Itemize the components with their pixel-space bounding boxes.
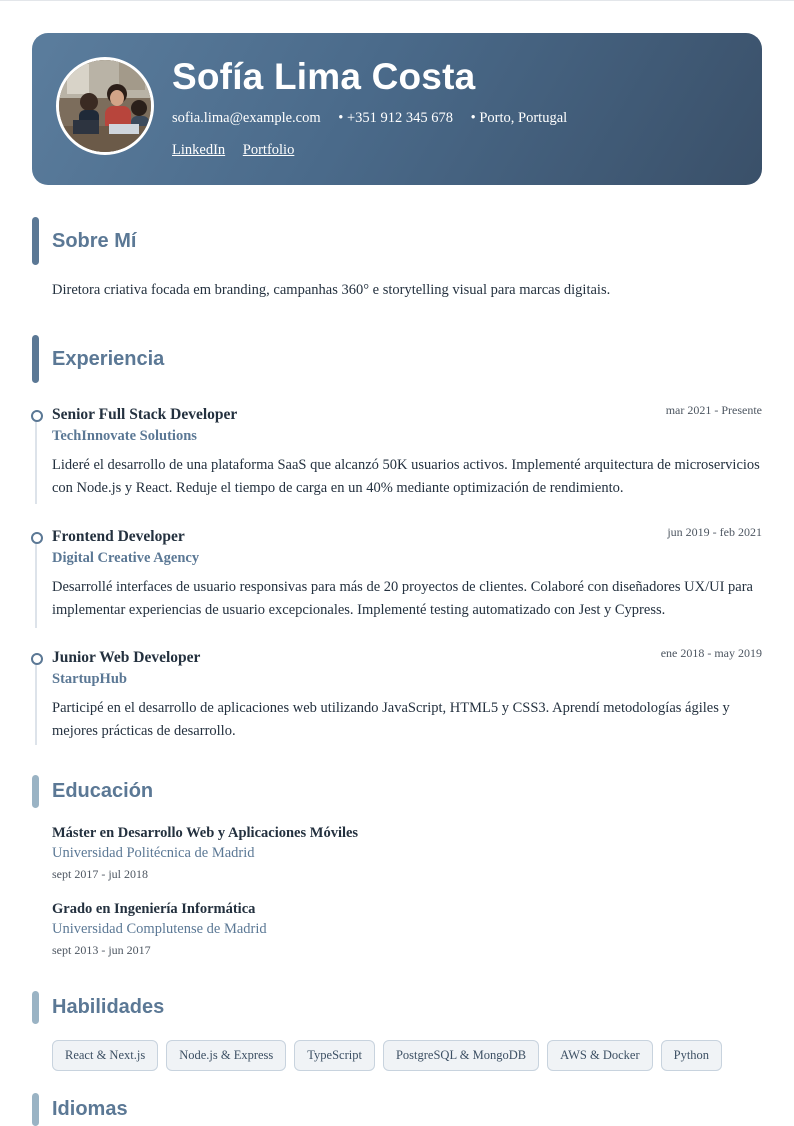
- skill-chip: Node.js & Express: [166, 1040, 286, 1071]
- linkedin-link[interactable]: LinkedIn: [172, 142, 226, 158]
- section-title-languages: Idiomas: [52, 1098, 128, 1120]
- experience-item: [52, 525, 762, 622]
- section-accent-bar: [32, 991, 39, 1024]
- section-title-skills: Habilidades: [52, 996, 165, 1018]
- job-dates: jun 2019 - feb 2021: [667, 525, 762, 539]
- job-title: Frontend Developer: [52, 528, 185, 545]
- job-description: Desarrollé interfaces de usuario responsivas para más de 20 proyectos de clientes. Colaboré con diseñadores UX/UI para implementar experiencias de usuario excepcionales. Implementé testing automatizado con Jest y Cypress.: [52, 579, 753, 618]
- section-accent-bar: [32, 335, 39, 383]
- section-accent-bar: [32, 1093, 39, 1126]
- job-title: Senior Full Stack Developer: [52, 406, 238, 423]
- job-dates: mar 2021 - Presente: [665, 403, 762, 417]
- section-accent-bar: [32, 217, 39, 265]
- job-company: StartupHub: [52, 671, 127, 687]
- section-title-about: Sobre Mí: [52, 229, 137, 252]
- contact-info: [172, 110, 581, 127]
- job-description: Participé en el desarrollo de aplicaciones web utilizando JavaScript, HTML5 y CSS3. Aprendí metodologías ágiles y mejores prácticas de desarrollo.: [52, 700, 730, 739]
- experience-item: [52, 646, 762, 743]
- skill-chip: TypeScript: [294, 1040, 375, 1071]
- section-experience: [32, 335, 164, 383]
- timeline-dot: [31, 410, 43, 422]
- experience-item: [52, 403, 762, 500]
- timeline-line: [35, 653, 37, 745]
- skill-chip: Python: [661, 1040, 722, 1071]
- education-dates: sept 2017 - jul 2018: [52, 867, 148, 881]
- degree-title: Grado en Ingeniería Informática: [52, 901, 256, 917]
- email-text: sofia.lima@example.com: [172, 110, 321, 126]
- education-dates: sept 2013 - jun 2017: [52, 943, 151, 957]
- education-item: [52, 825, 358, 882]
- timeline-dot: [31, 653, 43, 665]
- portfolio-link[interactable]: Portfolio: [242, 142, 295, 158]
- location-text: • Porto, Portugal: [470, 110, 568, 126]
- section-skills: [32, 991, 164, 1024]
- section-education: [32, 775, 153, 808]
- timeline-line: [35, 532, 37, 628]
- job-title: Junior Web Developer: [52, 649, 201, 666]
- education-item: [52, 901, 267, 958]
- skill-chip: React & Next.js: [52, 1040, 158, 1071]
- job-company: TechInnovate Solutions: [52, 428, 197, 444]
- profile-header: [32, 33, 762, 185]
- candidate-name: Sofía Lima Costa: [172, 56, 476, 97]
- timeline-line: [35, 410, 37, 504]
- job-company: Digital Creative Agency: [52, 550, 200, 566]
- job-description: Lideré el desarrollo de una plataforma SaaS que alcanzó 50K usuarios activos. Implementé arquitectura de microservicios con Node.js y React. Reduje el tiempo de carga en un 40% mediante optimización de rendimiento.: [52, 457, 760, 496]
- school-name: Universidad Complutense de Madrid: [52, 921, 267, 937]
- avatar: [56, 57, 154, 155]
- section-accent-bar: [32, 775, 39, 808]
- avatar-photo-image: [59, 60, 151, 152]
- timeline-dot: [31, 532, 43, 544]
- school-name: Universidad Politécnica de Madrid: [52, 845, 255, 861]
- job-dates: ene 2018 - may 2019: [660, 646, 762, 660]
- about-text: Diretora criativa focada em branding, campanhas 360° e storytelling visual para marcas digitais.: [52, 282, 611, 298]
- skills-list: [52, 1040, 722, 1071]
- skill-chip: PostgreSQL & MongoDB: [383, 1040, 539, 1071]
- top-divider: [0, 0, 794, 1]
- skill-chip: AWS & Docker: [547, 1040, 653, 1071]
- section-about: [32, 217, 136, 265]
- section-languages: [32, 1093, 128, 1126]
- phone-text: • +351 912 345 678: [338, 110, 454, 126]
- profile-links: [172, 142, 308, 159]
- degree-title: Máster en Desarrollo Web y Aplicaciones Móviles: [52, 825, 359, 841]
- section-title-experience: Experiencia: [52, 347, 165, 370]
- section-title-education: Educación: [52, 780, 154, 802]
